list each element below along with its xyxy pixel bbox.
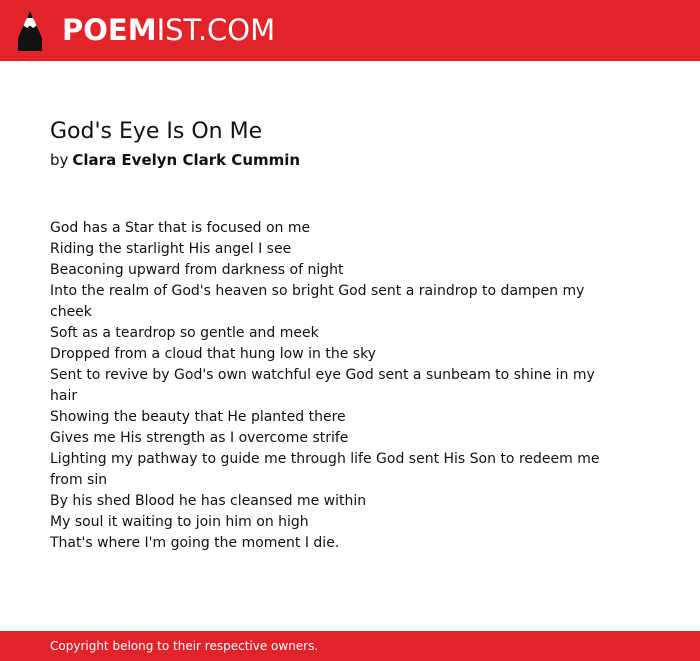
brand-light-text: IST.COM: [156, 13, 276, 47]
poem-line: My soul it waiting to join him on high: [50, 514, 309, 530]
poem-content: [50, 117, 610, 554]
author-name[interactable]: Clara Evelyn Clark Cummin: [72, 151, 301, 169]
poem-line: Showing the beauty that He planted there: [50, 409, 346, 425]
site-logo-text[interactable]: [62, 12, 275, 48]
pencil-tip-icon[interactable]: [17, 10, 43, 52]
poem-line: Soft as a teardrop so gentle and meek: [50, 325, 319, 341]
poem-line: Gives me His strength as I overcome strife: [50, 430, 349, 446]
site-header: [0, 0, 700, 61]
site-footer: [0, 631, 700, 661]
poem-line: Beaconing upward from darkness of night: [50, 262, 344, 278]
poem-line: By his shed Blood he has cleansed me within: [50, 493, 367, 509]
poem-line: Into the realm of God's heaven so bright God sent a raindrop to dampen my cheek: [50, 283, 585, 320]
poem-line: That's where I'm going the moment I die.: [50, 535, 340, 551]
by-label: by: [50, 151, 69, 169]
poem-line: God has a Star that is focused on me: [50, 220, 311, 236]
poem-line: Dropped from a cloud that hung low in the sky: [50, 346, 376, 362]
poem-byline: [50, 149, 610, 171]
poem-body: [50, 218, 610, 554]
copyright-text: Copyright belong to their respective owners.: [50, 639, 319, 653]
poem-line: Sent to revive by God's own watchful eye God sent a sunbeam to shine in my hair: [50, 367, 595, 404]
poem-title: God's Eye Is On Me: [50, 119, 263, 144]
poem-line: Lighting my pathway to guide me through life God sent His Son to redeem me from sin: [50, 451, 600, 488]
poem-line: Riding the starlight His angel I see: [50, 241, 292, 257]
brand-bold-text: POEM: [62, 13, 157, 47]
